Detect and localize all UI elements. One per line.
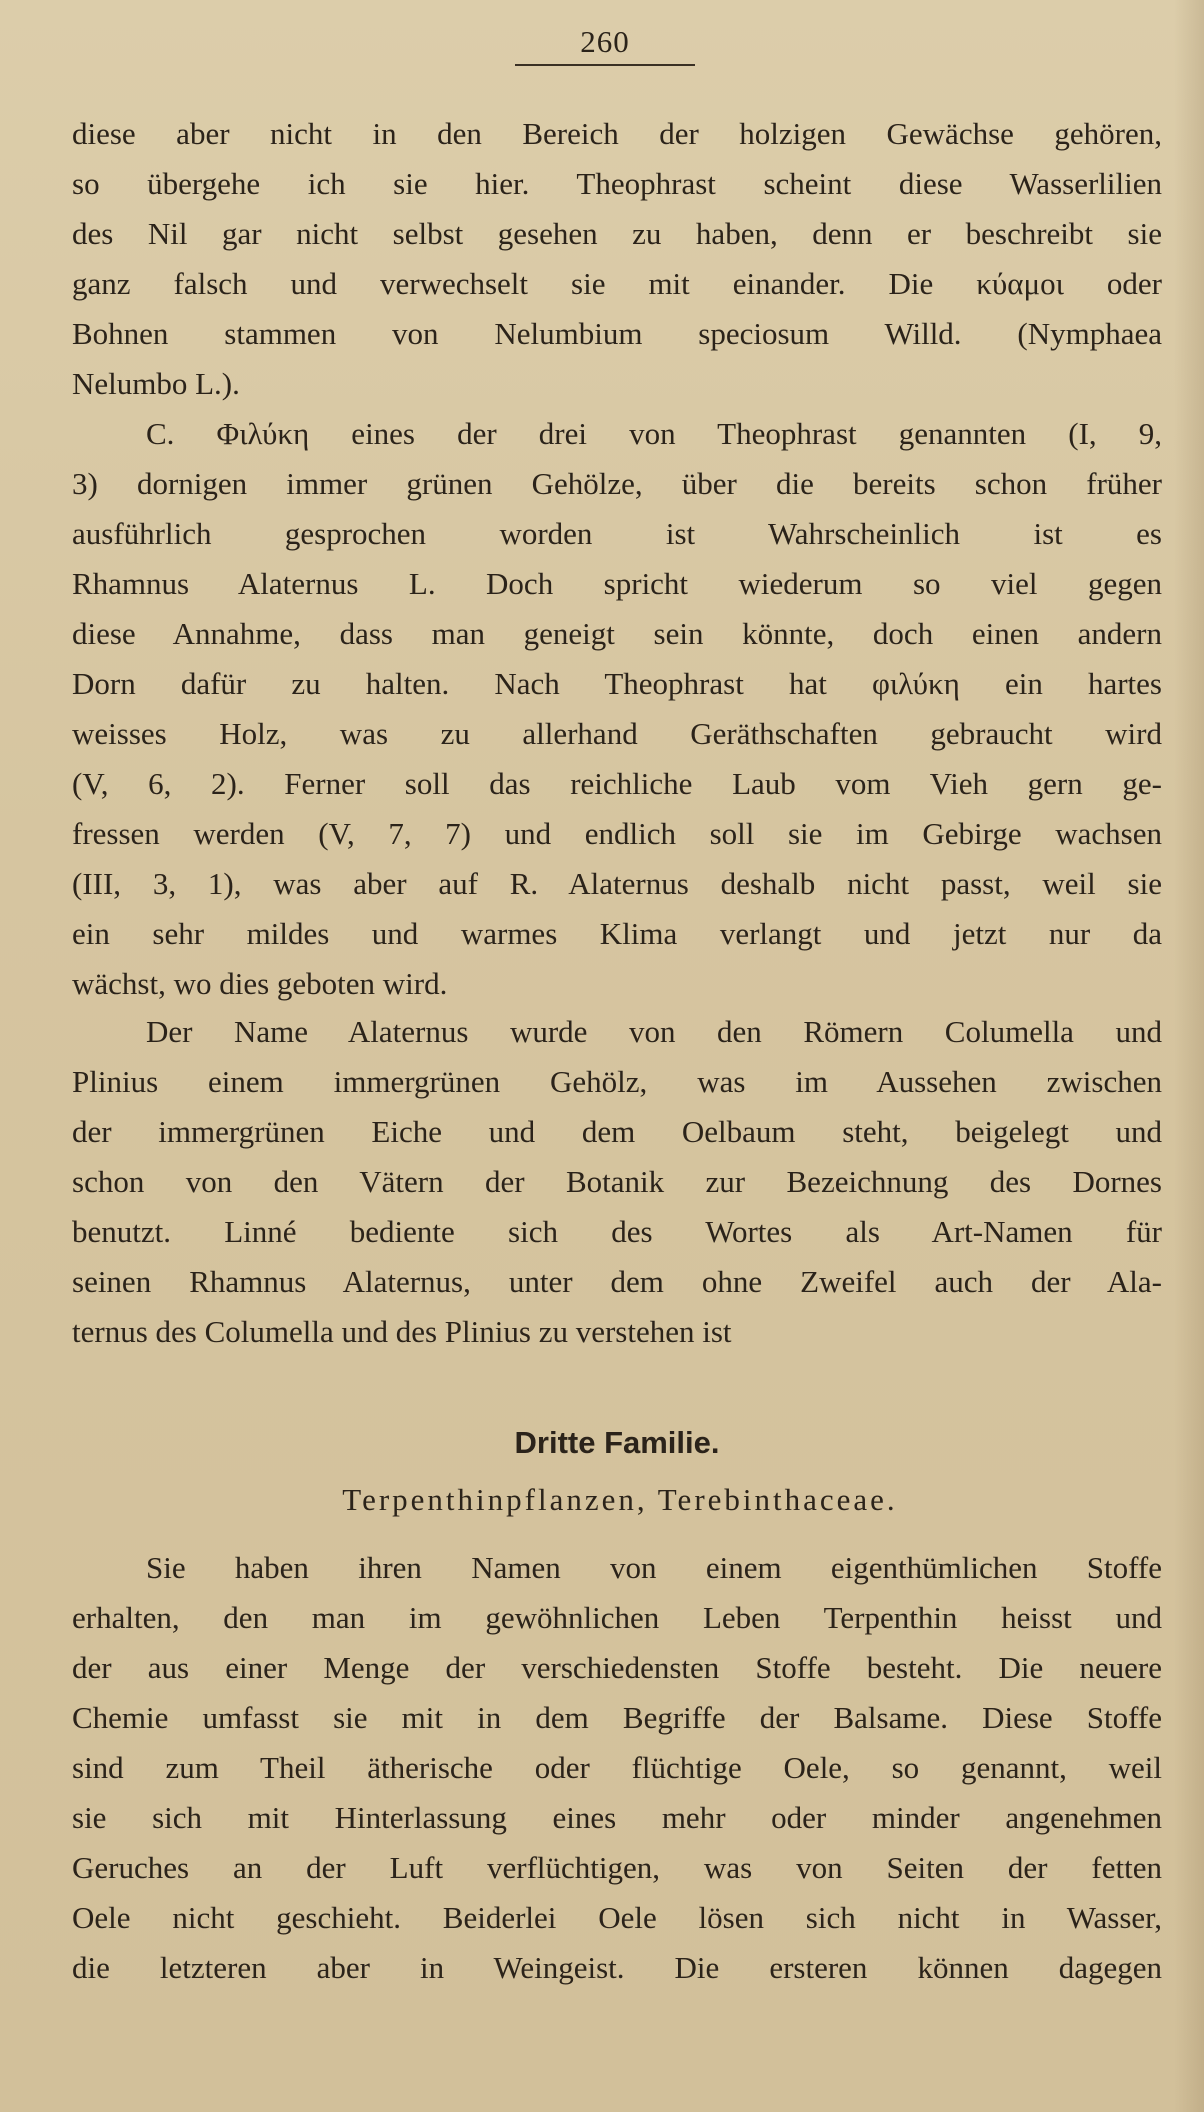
text-line: 3) dornigen immer grünen Gehölze, über die bereits schon früher — [72, 466, 1162, 501]
text-line: die letzteren aber in Weingeist. Die ersteren können dagegen — [72, 1950, 1162, 1985]
text-line: diese aber nicht in den Bereich der holzigen Gewächse gehören, — [72, 116, 1162, 151]
text-line: seinen Rhamnus Alaternus, unter dem ohne Zweifel auch der Ala- — [72, 1264, 1162, 1299]
text-line: Nelumbo L.). — [72, 366, 240, 401]
text-line: Der Name Alaternus wurde von den Römern Columella und — [146, 1014, 1162, 1049]
text-line: der aus einer Menge der verschiedensten Stoffe besteht. Die neuere — [72, 1650, 1162, 1685]
text-line: erhalten, den man im gewöhnlichen Leben Terpenthin heisst und — [72, 1600, 1162, 1635]
paragraph-terebinthaceae — [72, 1543, 1162, 1993]
text-line: sie sich mit Hinterlassung eines mehr oder minder angenehmen — [72, 1800, 1162, 1835]
page-edge-shadow — [1174, 0, 1204, 2112]
text-line: Oele nicht geschieht. Beiderlei Oele lösen sich nicht in Wasser, — [72, 1900, 1162, 1935]
family-heading: Dritte Familie. — [514, 1425, 720, 1460]
page-number-rule — [515, 64, 695, 66]
text-line: ganz falsch und verwechselt sie mit einander. Die κύαμοι oder — [72, 266, 1162, 301]
text-line: so übergehe ich sie hier. Theophrast scheint diese Wasserlilien — [72, 166, 1162, 201]
text-line: Geruches an der Luft verflüchtigen, was von Seiten der fetten — [72, 1850, 1162, 1885]
text-line: (V, 6, 2). Ferner soll das reichliche Laub vom Vieh gern ge- — [72, 766, 1162, 801]
paragraph-alaternus-name — [72, 1007, 1162, 1357]
text-line: Plinius einem immergrünen Gehölz, was im Aussehen zwischen — [72, 1064, 1162, 1099]
text-line: Rhamnus Alaternus L. Doch spricht wiederum so viel gegen — [72, 566, 1162, 601]
text-line: Dorn dafür zu halten. Nach Theophrast hat φιλύκη ein hartes — [72, 666, 1162, 701]
text-line: C. Φιλύκη eines der drei von Theophrast genannten (I, 9, — [146, 416, 1162, 451]
text-line: Bohnen stammen von Nelumbium speciosum Willd. (Nymphaea — [72, 316, 1162, 351]
text-line: ein sehr mildes und warmes Klima verlangt und jetzt nur da — [72, 916, 1162, 951]
text-line: diese Annahme, dass man geneigt sein könnte, doch einen andern — [72, 616, 1162, 651]
text-line: schon von den Vätern der Botanik zur Bezeichnung des Dornes — [72, 1164, 1162, 1199]
paragraph-water-lilies — [72, 109, 1162, 409]
text-line: benutzt. Linné bediente sich des Wortes als Art-Namen für — [72, 1214, 1162, 1249]
text-line: weisses Holz, was zu allerhand Geräthschaften gebraucht wird — [72, 716, 1162, 751]
text-line: sind zum Theil ätherische oder flüchtige Oele, so genannt, weil — [72, 1750, 1162, 1785]
text-line: ternus des Columella und des Plinius zu verstehen ist — [72, 1314, 732, 1349]
paragraph-philyke — [72, 409, 1162, 1009]
text-line: des Nil gar nicht selbst gesehen zu haben, denn er beschreibt sie — [72, 216, 1162, 251]
text-line: wächst, wo dies geboten wird. — [72, 966, 448, 1001]
text-line: Sie haben ihren Namen von einem eigenthümlichen Stoffe — [146, 1550, 1162, 1585]
text-line: Chemie umfasst sie mit in dem Begriffe der Balsame. Diese Stoffe — [72, 1700, 1162, 1735]
text-line: der immergrünen Eiche und dem Oelbaum steht, beigelegt und — [72, 1114, 1162, 1149]
family-subheading: Terpenthinpflanzen, Terebinthaceae. — [342, 1482, 898, 1517]
text-line: ausführlich gesprochen worden ist Wahrscheinlich ist es — [72, 516, 1162, 551]
text-line: (III, 3, 1), was aber auf R. Alaternus deshalb nicht passt, weil sie — [72, 866, 1162, 901]
page-number: 260 — [580, 24, 630, 59]
text-line: fressen werden (V, 7, 7) und endlich soll sie im Gebirge wachsen — [72, 816, 1162, 851]
